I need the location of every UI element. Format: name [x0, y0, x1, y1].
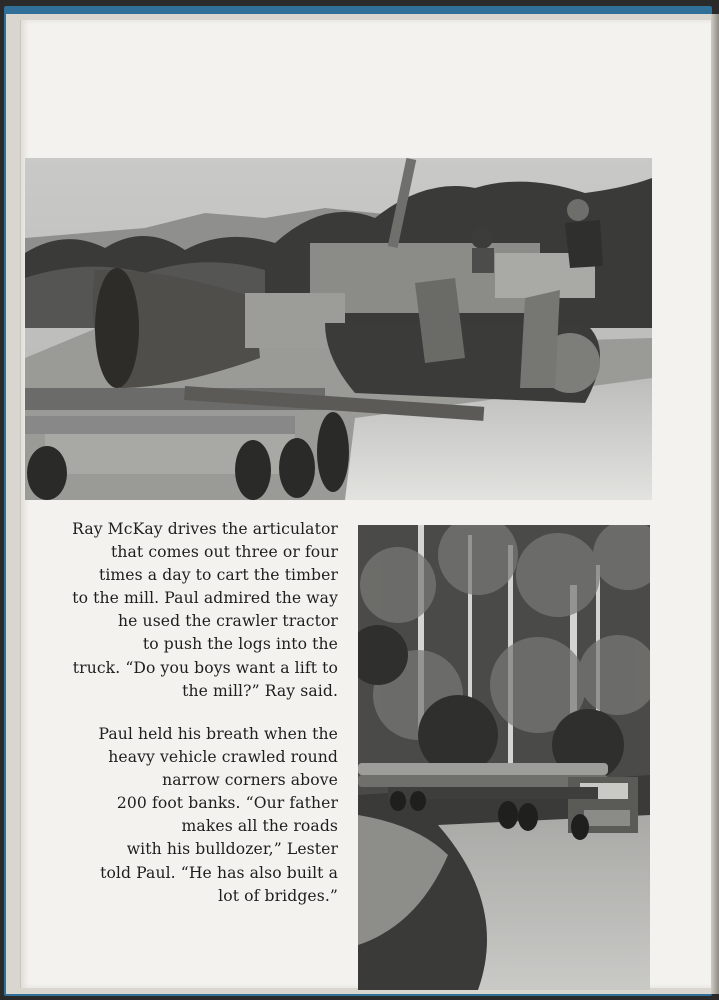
crawler-tractor-illustration — [25, 158, 652, 500]
paragraph-line: heavy vehicle crawled round — [108, 748, 338, 767]
paragraph-line: told Paul. “He has also built a — [100, 863, 338, 882]
paragraph-line: with his bulldozer,” Lester — [126, 840, 338, 859]
paragraph-line: Ray McKay drives the articulator — [72, 520, 338, 538]
paragraph-2 — [60, 723, 338, 908]
paragraph-line: to the mill. Paul admired the way — [72, 589, 338, 608]
paragraph-line: truck. “Do you boys want a lift to — [72, 658, 338, 677]
timber-truck-photo — [358, 525, 650, 990]
paragraph-line: to push the logs into the — [142, 635, 338, 654]
timber-truck-illustration — [358, 525, 650, 990]
paragraph-1 — [60, 518, 338, 703]
paragraph-line: times a day to cart the timber — [98, 566, 338, 585]
paragraph-line: that comes out three or four — [110, 543, 338, 562]
paragraph-line: narrow corners above — [162, 771, 338, 790]
crawler-tractor-photo — [25, 158, 652, 500]
paragraph-line: makes all the roads — [181, 817, 338, 836]
paragraph-line: the mill?” Ray said. — [182, 681, 338, 700]
paragraph-line: 200 foot banks. “Our father — [116, 794, 338, 813]
paragraph-line: he used the crawler tractor — [118, 612, 338, 631]
paragraph-line: Paul held his breath when the — [98, 725, 338, 743]
paragraph-line: lot of bridges.” — [218, 886, 338, 905]
page-right-edge — [711, 14, 719, 994]
